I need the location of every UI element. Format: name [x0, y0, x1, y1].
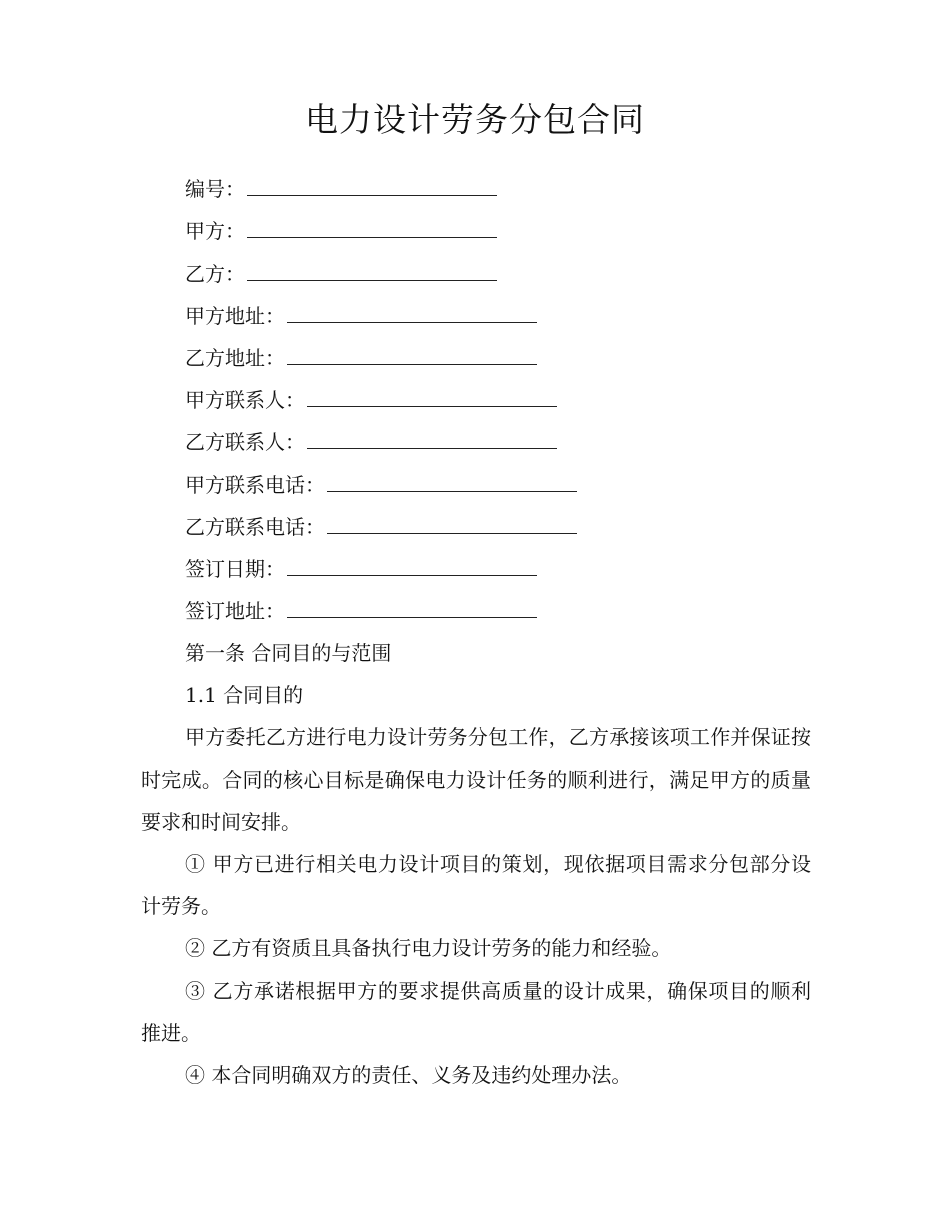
fill-in-blank	[307, 436, 557, 449]
field-label: 签订地址：	[185, 599, 285, 624]
field-label: 乙方联系人：	[185, 430, 305, 455]
paragraph: 甲方委托乙方进行电力设计劳务分包工作，乙方承接该项工作并保证按时完成。合同的核心目标是确保电力设计任务的顺利进行，满足甲方的质量要求和时间安排。	[141, 725, 811, 834]
subsection-heading: 1.1 合同目的	[185, 683, 304, 708]
field-label: 乙方联系电话：	[185, 514, 325, 539]
field-party-b-address	[185, 337, 825, 379]
field-party-a-contact	[185, 379, 825, 421]
field-contract-number	[185, 168, 825, 210]
field-party-b-contact	[185, 421, 825, 463]
fill-in-blank	[327, 479, 577, 492]
field-label: 甲方地址：	[185, 303, 285, 328]
section-heading: 第一条 合同目的与范围	[185, 641, 392, 665]
fill-in-blank	[287, 352, 537, 365]
contract-body	[141, 632, 811, 1096]
field-label: 甲方联系电话：	[185, 472, 325, 497]
fill-in-blank	[287, 310, 537, 323]
field-party-a-address	[185, 295, 825, 337]
fill-in-blank	[307, 394, 557, 407]
field-label: 签订日期：	[185, 556, 285, 581]
document-title: 电力设计劳务分包合同	[305, 100, 645, 139]
field-label: 甲方：	[185, 219, 245, 244]
list-item: ③ 乙方承诺根据甲方的要求提供高质量的设计成果，确保项目的顺利推进。	[141, 978, 811, 1045]
field-party-b	[185, 252, 825, 294]
field-party-b-phone	[185, 506, 825, 548]
field-party-a	[185, 210, 825, 252]
fill-in-blank	[327, 521, 577, 534]
field-label: 乙方地址：	[185, 345, 285, 370]
field-signing-place	[185, 590, 825, 632]
field-label: 甲方联系人：	[185, 388, 305, 413]
list-item: ② 乙方有资质且具备执行电力设计劳务的能力和经验。	[185, 936, 672, 961]
contract-fields	[185, 168, 825, 632]
field-signing-date	[185, 548, 825, 590]
list-item: ④ 本合同明确双方的责任、义务及违约处理办法。	[185, 1063, 632, 1087]
fill-in-blank	[287, 563, 537, 576]
field-party-a-phone	[185, 463, 825, 505]
field-label: 乙方：	[185, 261, 245, 286]
fill-in-blank	[287, 605, 537, 618]
fill-in-blank	[247, 268, 497, 281]
fill-in-blank	[247, 183, 497, 196]
field-label: 编号：	[185, 177, 245, 202]
fill-in-blank	[247, 225, 497, 238]
list-item: ① 甲方已进行相关电力设计项目的策划，现依据项目需求分包部分设计劳务。	[141, 851, 811, 919]
